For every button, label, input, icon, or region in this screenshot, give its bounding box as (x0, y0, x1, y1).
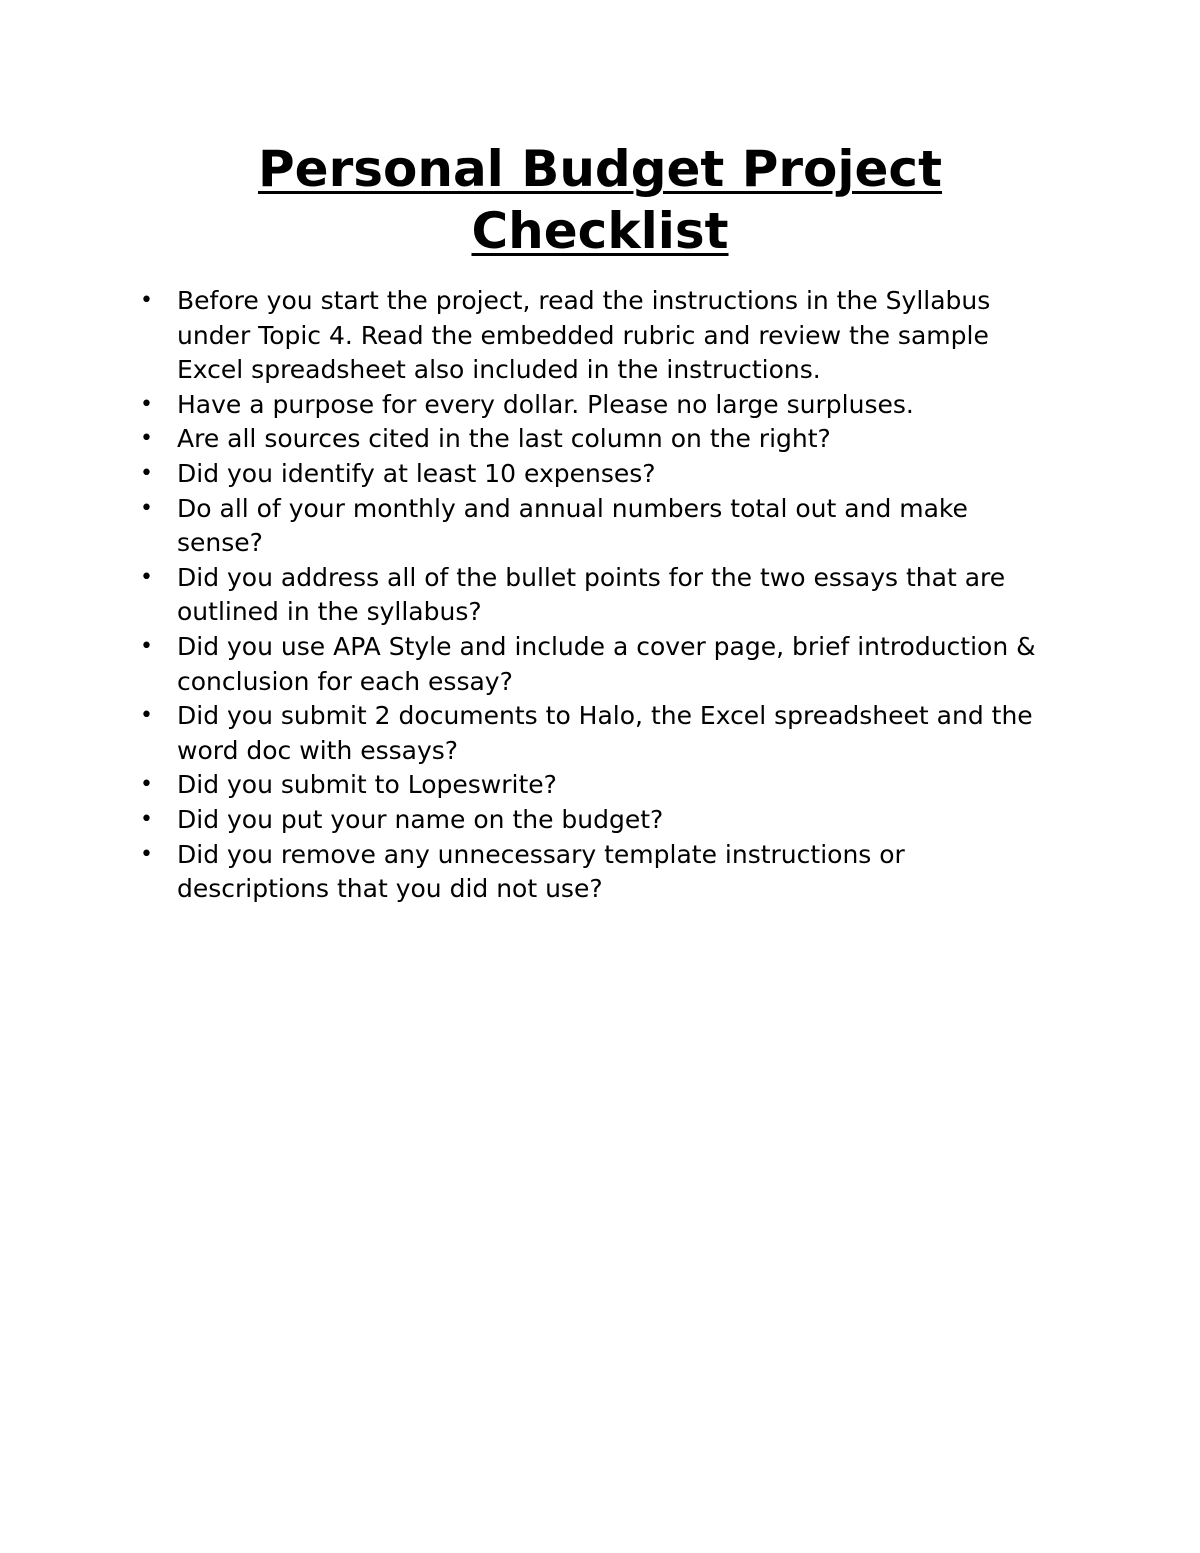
checklist-item (132, 838, 1052, 907)
checklist-item-text: Did you put your name on the budget? (177, 804, 664, 834)
bullet-icon: • (140, 391, 153, 417)
checklist-item-text: Did you submit 2 documents to Halo, the Excel spreadsheet and the word doc with essays? (177, 701, 1033, 765)
bullet-icon: • (140, 495, 153, 521)
checklist-item-text: Have a purpose for every dollar. Please no large surpluses. (177, 389, 914, 419)
bullet-icon: • (140, 703, 153, 729)
checklist-item-text: Before you start the project, read the instructions in the Syllabus under Topic 4. Read the embedded rubric and review the sample Excel spreadsheet also included in the instructions. (177, 286, 991, 385)
checklist-item (132, 284, 1052, 388)
bullet-icon: • (140, 841, 153, 867)
checklist-item-text: Did you submit to Lopeswrite? (177, 770, 557, 800)
bullet-icon: • (140, 460, 153, 486)
bullet-icon: • (140, 806, 153, 832)
checklist-item-text: Did you identify at least 10 expenses? (177, 458, 656, 488)
bullet-icon: • (140, 564, 153, 590)
bullet-icon: • (140, 288, 153, 313)
checklist-item (132, 803, 1052, 838)
checklist-item (132, 699, 1052, 768)
checklist-item (132, 388, 1052, 423)
checklist-item (132, 492, 1052, 561)
checklist-item (132, 561, 1052, 630)
bullet-icon: • (140, 633, 153, 659)
title-line-2: Checklist (471, 202, 729, 260)
checklist-item-text: Did you address all of the bullet points for the two essays that are outlined in the syllabus? (177, 562, 1006, 627)
checklist-item (132, 768, 1052, 803)
bullet-icon: • (140, 772, 153, 798)
checklist-item-text: Do all of your monthly and annual numbers total out and make sense? (177, 493, 968, 558)
title-line-1: Personal Budget Project (258, 140, 942, 198)
checklist-item (132, 422, 1052, 457)
checklist-item (132, 457, 1052, 492)
checklist-item-text: Are all sources cited in the last column on the right? (177, 424, 831, 454)
bullet-icon: • (140, 426, 153, 452)
checklist (132, 284, 1052, 907)
checklist-item-text: Did you use APA Style and include a cover page, brief introduction & conclusion for each essay? (177, 631, 1036, 696)
document-title (200, 138, 1000, 262)
checklist-item (132, 630, 1052, 699)
checklist-item-text: Did you remove any unnecessary template instructions or descriptions that you did not use? (177, 839, 905, 904)
